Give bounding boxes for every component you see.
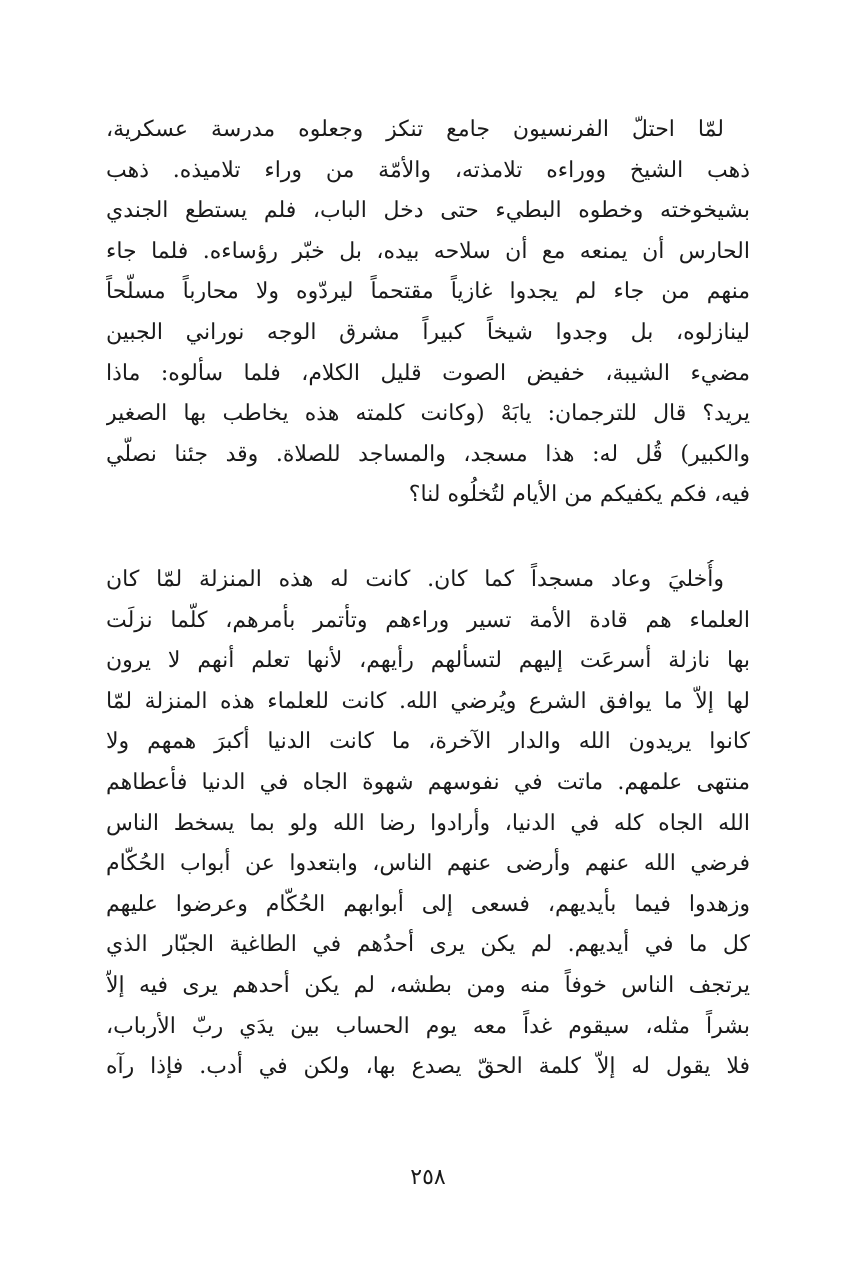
text-line: العلماء هم قادة الأمة تسير وراءهم وتأتمر بأمرهم، كلّما نزلَت (106, 607, 750, 633)
text-line: كانوا يريدون الله والدار الآخرة، ما كانت الدنيا أكبرَ همهم ولا (106, 729, 750, 755)
text-line: وزهدوا فيما بأيديهم، فسعى إلى أبوابهم الحُكّام وعرضوا عليهم (106, 891, 750, 917)
text-line: لها إلاّ ما يوافق الشرع ويُرضي الله. كانت للعلماء هذه المنزلة لمّا (106, 688, 750, 714)
paragraph-1 (106, 110, 750, 516)
text-line: وأُخليَ وعاد مسجداً كما كان. كانت له هذه المنزلة لمّا كان (106, 567, 724, 592)
text-line: فرضي الله عنهم وأرضى عنهم الناس، وابتعدوا عن أبواب الحُكّام (106, 851, 750, 877)
text-line: منهم من جاء لم يجدوا غازياً مقتحماً ليردّوه ولا محارباً مسلّحاً (106, 279, 750, 305)
text-line: بشيخوخته وخطوه البطيء حتى دخل الباب، فلم يستطع الجندي (106, 198, 750, 224)
text-line: فلا يقول له إلاّ كلمة الحقّ يصدع بها، ولكن في أدب. فإذا رآه (106, 1054, 750, 1080)
text-line: لينازلوه، بل وجدوا شيخاً كبيراً مشرق الوجه نوراني الجبين (106, 319, 750, 345)
text-line: ذهب الشيخ ووراءه تلامذته، والأمّة من وراء تلاميذه. ذهب (106, 157, 750, 183)
text-line: يرتجف الناس خوفاً منه ومن بطشه، لم يكن أحدهم يرى فيه إلاّ (106, 972, 750, 998)
text-line: منتهى علمهم. ماتت في نفوسهم شهوة الجاه في الدنيا فأعطاهم (106, 769, 750, 795)
text-line: الحارس أن يمنعه مع أن سلاحه بيده، بل خبّر رؤساءه. فلما جاء (106, 238, 750, 264)
text-line: والكبير) قُل له: هذا مسجد، والمساجد للصلاة. وقد جئنا نصلّي (106, 441, 750, 467)
text-line: كل ما في أيديهم. لم يكن يرى أحدُهم في الطاغية الجبّار الذي (106, 932, 750, 958)
text-line: بشراً مثله، سيقوم غداً معه يوم الحساب بين يدَي ربّ الأرباب، (106, 1013, 750, 1039)
text-line: لمّا احتلّ الفرنسيون جامع تنكز وجعلوه مدرسة عسكرية، (106, 117, 724, 142)
text-line: فيه، فكم يكفيكم من الأيام لتُخلُوه لنا؟ (408, 482, 750, 508)
paragraph-2 (106, 560, 750, 1088)
text-line: الله الجاه كله في الدنيا، وأرادوا رضا الله ولو بما يسخط الناس (106, 810, 750, 836)
text-line: مضيء الشيبة، خفيض الصوت قليل الكلام، فلما سألوه: ماذا (106, 360, 750, 386)
page-number: ٢٥٨ (410, 1165, 446, 1190)
text-line: بها نازلة أسرعَت إليهم لتسألهم رأيهم، لأنها تعلم أنهم لا يرون (106, 648, 750, 674)
text-line: يريد؟ قال للترجمان: يابَهْ (وكانت كلمته هذه يخاطب بها الصغير (106, 401, 750, 427)
